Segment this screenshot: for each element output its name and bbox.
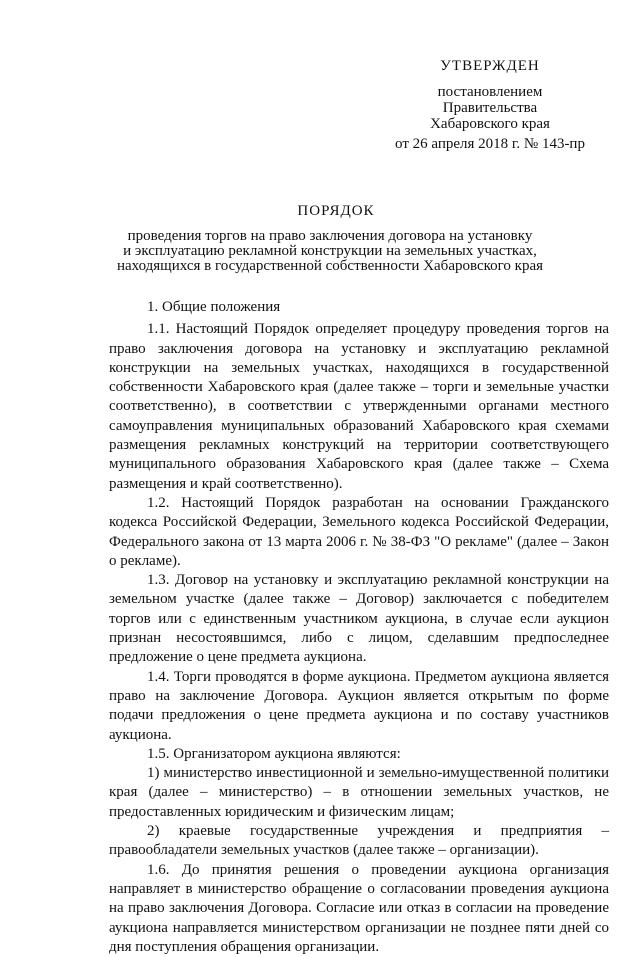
approval-date: от 26 апреля 2018 г. № 143-пр [395, 136, 585, 152]
paragraph-1-5: 1.5. Организатором аукциона являются: [147, 745, 401, 762]
paragraph-1-6: 1.6. До принятия решения о проведении аукциона организация направляет в министерство обращение о согласовании проведения аукциона на право заключения Договора. Согласие или отказ в согласии на проведение аукциона направляется министерством организации не позднее пяти дней со дня поступления обращения организации. [109, 861, 609, 955]
subtitle-line: и эксплуатацию рекламной конструкции на земельных участках, [123, 243, 537, 259]
approval-line-2: Правительства [442, 100, 538, 116]
paragraph-1-2: 1.2. Настоящий Порядок разработан на основании Гражданского кодекса Российской Федерации, Земельного кодекса Российской Федерации, Федерального закона от 13 марта 2006 г. № 38-ФЗ "О рекламе" (далее – Закон о рекламе). [109, 494, 609, 569]
list-item-2: 2) краевые государственные учреждения и предприятия – правообладатели земельных участков (далее также – организации). [109, 823, 609, 859]
paragraph-1-3: 1.3. Договор на установку и эксплуатацию рекламной конструкции на земельном участке (далее также – Договор) заключается с победителем торгов или с единственным участником аукциона, в случае если аукцион признан несостоявшимся, либо с лицом, сделавшим предпоследнее предложение о цене предмета аукциона. [109, 572, 609, 666]
approval-line-3: Хабаровского края [430, 116, 550, 132]
paragraph-1-4: 1.4. Торги проводятся в форме аукциона. Предметом аукциона является право на заключение Договора. Аукцион является открытым по форме подачи предложения о цене предмета аукциона и по составу участников аукциона. [109, 668, 609, 743]
subtitle-line: находящихся в государственной собственности Хабаровского края [116, 258, 544, 274]
subtitle-line: проведения торгов на право заключения договора на установку [127, 228, 533, 244]
paragraph-1-1: 1.1. Настоящий Порядок определяет процедуру проведения торгов на право заключения договора на установку и эксплуатацию рекламной конструкции на земельных участках, находящихся в государственной собственности Хабаровского края (далее также – торги и земельные участки соответственно), в соответствии с утвержденными органами местного самоуправления муниципальных образований Хабаровского края схемами размещения рекламных конструкций на территории соответствующего муниципального образования Хабаровского края (далее также – Схема размещения и край соответственно). [109, 321, 609, 492]
document-title: ПОРЯДОК [297, 203, 375, 219]
approval-stamp [380, 58, 600, 152]
document-subtitle [100, 229, 560, 274]
approval-title: УТВЕРЖДЕН [440, 58, 540, 74]
section-heading: 1. Общие положения [147, 299, 281, 315]
approval-line-1: постановлением [437, 84, 543, 100]
document-body [109, 298, 609, 957]
list-item-1: 1) министерство инвестиционной и земельно-имущественной политики края (далее – министерство) – в отношении земельных участков, не предоставленных юридическим и физическим лицам; [109, 765, 609, 820]
